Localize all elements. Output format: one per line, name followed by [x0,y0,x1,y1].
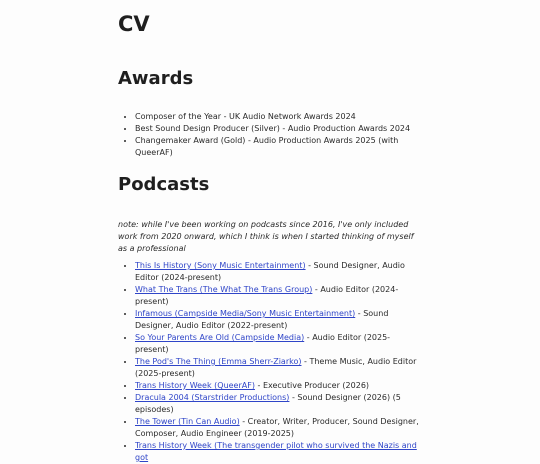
podcast-link[interactable]: This Is History (Sony Music Entertainment) [135,261,306,270]
podcast-item [135,308,423,332]
podcasts-note: note: while I've been working on podcasts since 2016, I've only included work from 2020 onward, which I think is when I started thinking of myself as a professional [118,220,414,253]
podcast-role: - Sound Designer, Audio Editor (2022-present) [135,309,389,330]
page-title: CV [118,12,150,36]
podcast-link[interactable]: The Pod's The Thing (Emma Sherr-Ziarko) [135,357,302,366]
podcast-role: - Creator, Writer, Producer, Sound Designer, Composer, Audio Engineer (2019-2025) [135,417,419,438]
podcast-item [135,392,423,416]
awards-heading: Awards [118,68,194,89]
podcast-role: - Audio Editor (2024-present) [135,285,399,306]
podcasts-heading: Podcasts [118,174,210,195]
award-item: • Best Sound Design Producer (Silver) - Audio Production Awards 2024 [135,123,423,135]
podcast-item [135,416,423,440]
podcast-item [135,380,423,392]
podcast-link[interactable]: Trans History Week (The transgender pilot who survived the Nazis and got [135,441,417,462]
podcast-role: - Theme Music, Audio Editor (2025-present) [135,357,417,378]
podcast-role: - Sound Designer, Audio Editor (2024-present) [135,261,405,282]
award-item: • Changemaker Award (Gold) - Audio Production Awards 2025 (with QueerAF) [135,135,423,159]
podcast-role: - Audio Editor (2025-present) [135,333,391,354]
podcast-item [135,440,423,464]
podcast-list [118,260,423,464]
podcast-role: - Sound Designer (2026) (5 episodes) [135,393,401,414]
podcast-item [135,260,423,284]
podcast-link[interactable]: Dracula 2004 (Starstrider Productions) [135,393,290,402]
podcast-link[interactable]: What The Trans (The What The Trans Group) [135,285,313,294]
podcast-link[interactable]: Trans History Week (QueerAF) [135,381,255,390]
podcast-link[interactable]: The Tower (Tin Can Audio) [135,417,240,426]
podcast-link[interactable]: Infamous (Campside Media/Sony Music Entertainment) [135,309,356,318]
podcast-link[interactable]: So Your Parents Are Old (Campside Media) [135,333,305,342]
podcast-item [135,284,423,308]
awards-list [118,111,423,159]
podcast-role: - Executive Producer (2026) [254,381,370,390]
podcast-item [135,356,423,380]
award-item: • Composer of the Year - UK Audio Network Awards 2024 [135,111,423,123]
podcast-item [135,332,423,356]
